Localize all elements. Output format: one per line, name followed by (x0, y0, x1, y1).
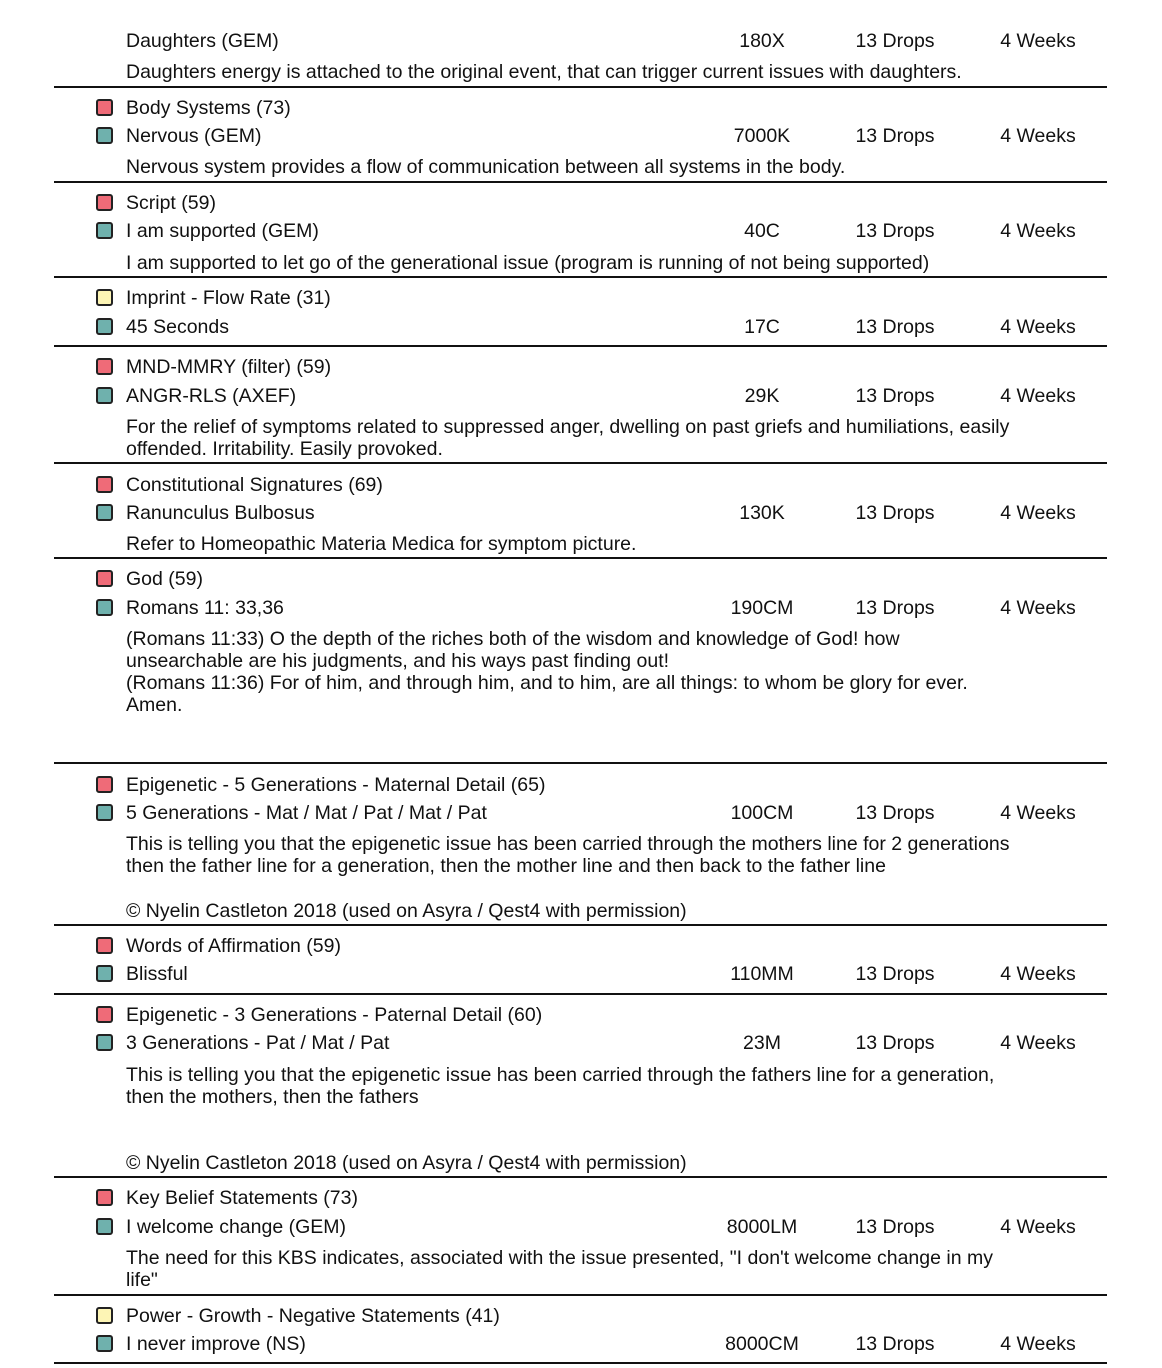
potency: 130K (739, 502, 785, 524)
section-divider (54, 181, 1107, 183)
category-name: God (59) (126, 568, 203, 590)
dose: 13 Drops (855, 220, 935, 242)
remedy-description: (Romans 11:33) O the depth of the riches both of the wisdom and knowledge of God! how unsearchable are his judgments, and his ways past finding out! (Romans 11:36) For of him, and through him, and to him, are all things: to whom be glory for ever. Amen. (126, 628, 968, 716)
potency: 23M (743, 1032, 781, 1054)
section-divider (54, 276, 1107, 278)
duration: 4 Weeks (1000, 316, 1076, 338)
remedy-description: For the relief of symptoms related to suppressed anger, dwelling on past griefs and humiliations, easily offended. Irritability. Easily provoked. (126, 416, 1010, 460)
dose: 13 Drops (855, 1032, 935, 1054)
remedy-name: Ranunculus Bulbosus (126, 502, 315, 524)
category-color-swatch (96, 358, 113, 375)
remedy-color-swatch (96, 1218, 113, 1235)
potency: 180X (739, 30, 785, 52)
duration: 4 Weeks (1000, 1333, 1076, 1355)
category-name: Epigenetic - 3 Generations - Paternal Detail (60) (126, 1004, 543, 1026)
category-name: Power - Growth - Negative Statements (41) (126, 1305, 500, 1327)
potency: 100CM (730, 802, 794, 824)
remedy-name: Blissful (126, 963, 188, 985)
remedy-color-swatch (96, 387, 113, 404)
potency: 29K (744, 385, 780, 407)
section-divider (54, 924, 1107, 926)
duration: 4 Weeks (1000, 502, 1076, 524)
duration: 4 Weeks (1000, 30, 1076, 52)
duration: 4 Weeks (1000, 963, 1076, 985)
potency: 17C (744, 316, 780, 338)
category-color-swatch (96, 1307, 113, 1324)
duration: 4 Weeks (1000, 802, 1076, 824)
remedy-name: Romans 11: 33,36 (126, 597, 284, 619)
remedy-name: 45 Seconds (126, 316, 229, 338)
section-divider (54, 345, 1107, 347)
dose: 13 Drops (855, 963, 935, 985)
remedy-color-swatch (96, 222, 113, 239)
remedy-name: 3 Generations - Pat / Mat / Pat (126, 1032, 390, 1054)
category-name: Body Systems (73) (126, 97, 291, 119)
category-color-swatch (96, 776, 113, 793)
potency: 7000K (733, 125, 791, 147)
remedy-description: This is telling you that the epigenetic issue has been carried through the mothers line for 2 generations then the father line for a generation, then the mother line and then back to the father line (126, 833, 1010, 877)
dose: 13 Drops (855, 385, 935, 407)
remedy-name: I never improve (NS) (126, 1333, 306, 1355)
category-name: Epigenetic - 5 Generations - Maternal Detail (65) (126, 774, 546, 796)
category-color-swatch (96, 937, 113, 954)
remedy-color-swatch (96, 1034, 113, 1051)
section-divider (54, 1362, 1107, 1364)
remedy-name: 5 Generations - Mat / Mat / Pat / Mat / Pat (126, 802, 487, 824)
potency: 8000CM (725, 1333, 799, 1355)
category-color-swatch (96, 570, 113, 587)
category-name: Script (59) (126, 192, 216, 214)
copyright-notice: © Nyelin Castleton 2018 (used on Asyra / Qest4 with permission) (126, 900, 687, 922)
category-name: Words of Affirmation (59) (126, 935, 341, 957)
duration: 4 Weeks (1000, 1032, 1076, 1054)
category-name: Imprint - Flow Rate (31) (126, 287, 331, 309)
category-color-swatch (96, 1189, 113, 1206)
dose: 13 Drops (855, 125, 935, 147)
dose: 13 Drops (855, 802, 935, 824)
category-name: Constitutional Signatures (69) (126, 474, 383, 496)
remedy-name: Nervous (GEM) (126, 125, 262, 147)
remedy-color-swatch (96, 804, 113, 821)
duration: 4 Weeks (1000, 125, 1076, 147)
potency: 40C (744, 220, 780, 242)
remedy-description: This is telling you that the epigenetic issue has been carried through the fathers line for a generation, then the mothers, then the fathers (126, 1064, 995, 1108)
potency: 8000LM (726, 1216, 798, 1238)
category-color-swatch (96, 289, 113, 306)
potency: 110MM (730, 963, 794, 985)
section-divider (54, 557, 1107, 559)
potency: 190CM (730, 597, 794, 619)
section-divider (54, 462, 1107, 464)
category-color-swatch (96, 476, 113, 493)
remedy-color-swatch (96, 965, 113, 982)
section-divider (54, 993, 1107, 995)
remedy-name: Daughters (GEM) (126, 30, 279, 52)
remedy-description: I am supported to let go of the generational issue (program is running of not being supported) (126, 252, 930, 274)
remedy-color-swatch (96, 127, 113, 144)
dose: 13 Drops (855, 1216, 935, 1238)
duration: 4 Weeks (1000, 385, 1076, 407)
dose: 13 Drops (855, 1333, 935, 1355)
duration: 4 Weeks (1000, 1216, 1076, 1238)
remedy-color-swatch (96, 318, 113, 335)
dose: 13 Drops (855, 597, 935, 619)
section-divider (54, 1176, 1107, 1178)
dose: 13 Drops (855, 502, 935, 524)
remedy-name: I am supported (GEM) (126, 220, 319, 242)
category-name: Key Belief Statements (73) (126, 1187, 358, 1209)
duration: 4 Weeks (1000, 597, 1076, 619)
remedy-description: The need for this KBS indicates, associated with the issue presented, "I don't welcome change in my life" (126, 1247, 993, 1291)
category-color-swatch (96, 1006, 113, 1023)
section-divider (54, 1294, 1107, 1296)
remedy-description: Nervous system provides a flow of communication between all systems in the body. (126, 156, 846, 178)
duration: 4 Weeks (1000, 220, 1076, 242)
remedy-name: I welcome change (GEM) (126, 1216, 346, 1238)
category-color-swatch (96, 194, 113, 211)
remedy-description: Daughters energy is attached to the original event, that can trigger current issues with daughters. (126, 61, 962, 83)
dose: 13 Drops (855, 316, 935, 338)
dose: 13 Drops (855, 30, 935, 52)
category-color-swatch (96, 99, 113, 116)
remedy-color-swatch (96, 599, 113, 616)
remedy-color-swatch (96, 504, 113, 521)
remedy-description: Refer to Homeopathic Materia Medica for symptom picture. (126, 533, 637, 555)
section-divider (54, 762, 1107, 764)
section-divider (54, 86, 1107, 88)
category-name: MND-MMRY (filter) (59) (126, 356, 332, 378)
remedy-color-swatch (96, 1335, 113, 1352)
remedy-name: ANGR-RLS (AXEF) (126, 385, 297, 407)
copyright-notice: © Nyelin Castleton 2018 (used on Asyra / Qest4 with permission) (126, 1152, 687, 1174)
